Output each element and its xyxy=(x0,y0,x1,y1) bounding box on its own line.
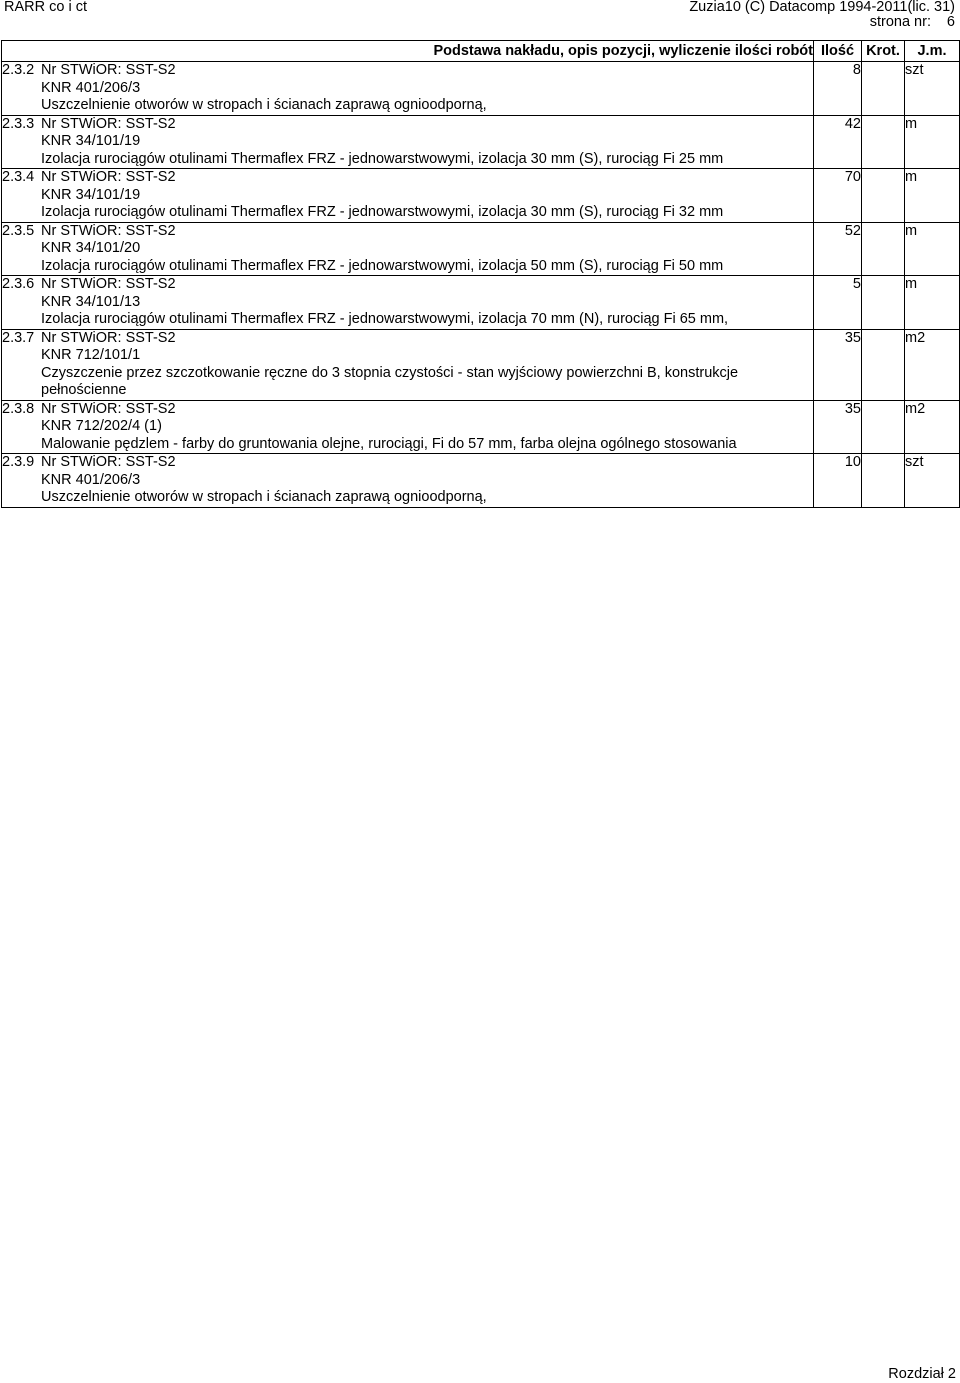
table-row xyxy=(2,62,960,116)
item-rotation xyxy=(862,62,905,116)
table-row xyxy=(2,454,960,508)
item-unit: szt xyxy=(905,62,960,116)
table-row xyxy=(2,400,960,454)
item-description: Izolacja rurociągów otulinami Thermaflex FRZ - jednowarstwowymi, izolacja 30 mm (S), rurociąg Fi 32 mm xyxy=(41,204,724,220)
item-description: Izolacja rurociągów otulinami Thermaflex FRZ - jednowarstwowymi, izolacja 50 mm (S), rurociąg Fi 50 mm xyxy=(41,257,724,274)
item-id: 2.3.7 xyxy=(2,329,35,346)
item-knr: KNR 34/101/20 xyxy=(41,240,141,256)
table-row xyxy=(2,329,960,400)
page-indicator xyxy=(870,14,955,30)
item-spec: Nr STWiOR: SST-S2 xyxy=(41,454,176,470)
item-quantity: 8 xyxy=(814,62,862,116)
item-spec: Nr STWiOR: SST-S2 xyxy=(41,169,176,185)
item-id: 2.3.9 xyxy=(2,454,35,470)
item-quantity: 10 xyxy=(814,454,862,508)
item-spec: Nr STWiOR: SST-S2 xyxy=(41,62,176,78)
table-row xyxy=(2,115,960,169)
page-label: strona nr: xyxy=(869,14,931,30)
column-header-description: Podstawa nakładu, opis pozycji, wyliczenie ilości robót xyxy=(2,41,814,62)
table-row xyxy=(2,276,960,330)
item-rotation xyxy=(862,169,905,223)
page-number: 6 xyxy=(946,14,955,30)
item-rotation xyxy=(862,329,905,400)
item-description: Uszczelnienie otworów w stropach i ścianach zaprawą ognioodporną, xyxy=(41,489,487,505)
item-unit: m xyxy=(905,169,960,223)
item-description: Uszczelnienie otworów w stropach i ścianach zaprawą ognioodporną, xyxy=(41,97,487,113)
item-knr: KNR 401/206/3 xyxy=(41,79,141,96)
column-header-quantity: Ilość xyxy=(814,41,862,62)
item-quantity: 35 xyxy=(814,400,862,454)
item-description: Izolacja rurociągów otulinami Thermaflex FRZ - jednowarstwowymi, izolacja 30 mm (S), rurociąg Fi 25 mm xyxy=(41,150,724,167)
item-quantity: 52 xyxy=(814,222,862,276)
item-cell xyxy=(2,115,814,169)
app-name: RARR co i ct xyxy=(4,0,87,15)
table-row xyxy=(2,222,960,276)
item-id: 2.3.3 xyxy=(2,115,35,132)
license-info: Zuzia10 (C) Datacomp 1994-2011(lic. 31) xyxy=(689,0,955,15)
item-knr: KNR 34/101/19 xyxy=(41,186,141,203)
item-cell xyxy=(2,329,814,400)
item-knr: KNR 712/101/1 xyxy=(41,347,141,363)
column-header-unit: J.m. xyxy=(905,41,960,62)
item-cell xyxy=(2,222,814,276)
item-cell xyxy=(2,400,814,454)
item-unit: m xyxy=(905,115,960,169)
item-cell xyxy=(2,454,814,508)
item-id: 2.3.2 xyxy=(2,62,35,78)
item-unit: m xyxy=(905,276,960,330)
table-header-row xyxy=(2,41,960,62)
item-description: Izolacja rurociągów otulinami Thermaflex FRZ - jednowarstwowymi, izolacja 70 mm (N), rurociąg Fi 65 mm, xyxy=(41,311,729,327)
item-rotation xyxy=(862,454,905,508)
item-description: Malowanie pędzlem - farby do gruntowania olejne, rurociągi, Fi do 57 mm, farba olejna ogólnego stosowania xyxy=(41,435,737,452)
item-cell xyxy=(2,62,814,116)
item-id: 2.3.5 xyxy=(2,222,35,239)
item-quantity: 42 xyxy=(814,115,862,169)
item-spec: Nr STWiOR: SST-S2 xyxy=(41,329,176,346)
item-knr: KNR 34/101/13 xyxy=(41,293,141,310)
item-rotation xyxy=(862,400,905,454)
item-unit: szt xyxy=(905,454,960,508)
item-knr: KNR 401/206/3 xyxy=(41,471,141,488)
item-id: 2.3.4 xyxy=(2,169,35,185)
item-quantity: 5 xyxy=(814,276,862,330)
item-spec: Nr STWiOR: SST-S2 xyxy=(41,276,176,292)
item-cell xyxy=(2,276,814,330)
item-id: 2.3.8 xyxy=(2,400,35,417)
chapter-label: Rozdział 2 xyxy=(888,1366,956,1382)
item-quantity: 35 xyxy=(814,329,862,400)
item-rotation xyxy=(862,115,905,169)
item-spec: Nr STWiOR: SST-S2 xyxy=(41,115,176,132)
item-knr: KNR 34/101/19 xyxy=(41,133,141,149)
cost-items-table xyxy=(1,40,960,508)
item-id: 2.3.6 xyxy=(2,276,35,292)
item-unit: m2 xyxy=(905,400,960,454)
item-spec: Nr STWiOR: SST-S2 xyxy=(41,222,176,239)
item-quantity: 70 xyxy=(814,169,862,223)
item-knr: KNR 712/202/4 (1) xyxy=(41,418,162,434)
item-unit: m xyxy=(905,222,960,276)
item-rotation xyxy=(862,222,905,276)
item-cell xyxy=(2,169,814,223)
column-header-rotation: Krot. xyxy=(862,41,905,62)
item-description: Czyszczenie przez szczotkowanie ręczne do 3 stopnia czystości - stan wyjściowy powierzchni B, konstrukcje pełnościenne xyxy=(41,364,739,398)
item-rotation xyxy=(862,276,905,330)
item-spec: Nr STWiOR: SST-S2 xyxy=(41,400,176,417)
item-unit: m2 xyxy=(905,329,960,400)
table-row xyxy=(2,169,960,223)
